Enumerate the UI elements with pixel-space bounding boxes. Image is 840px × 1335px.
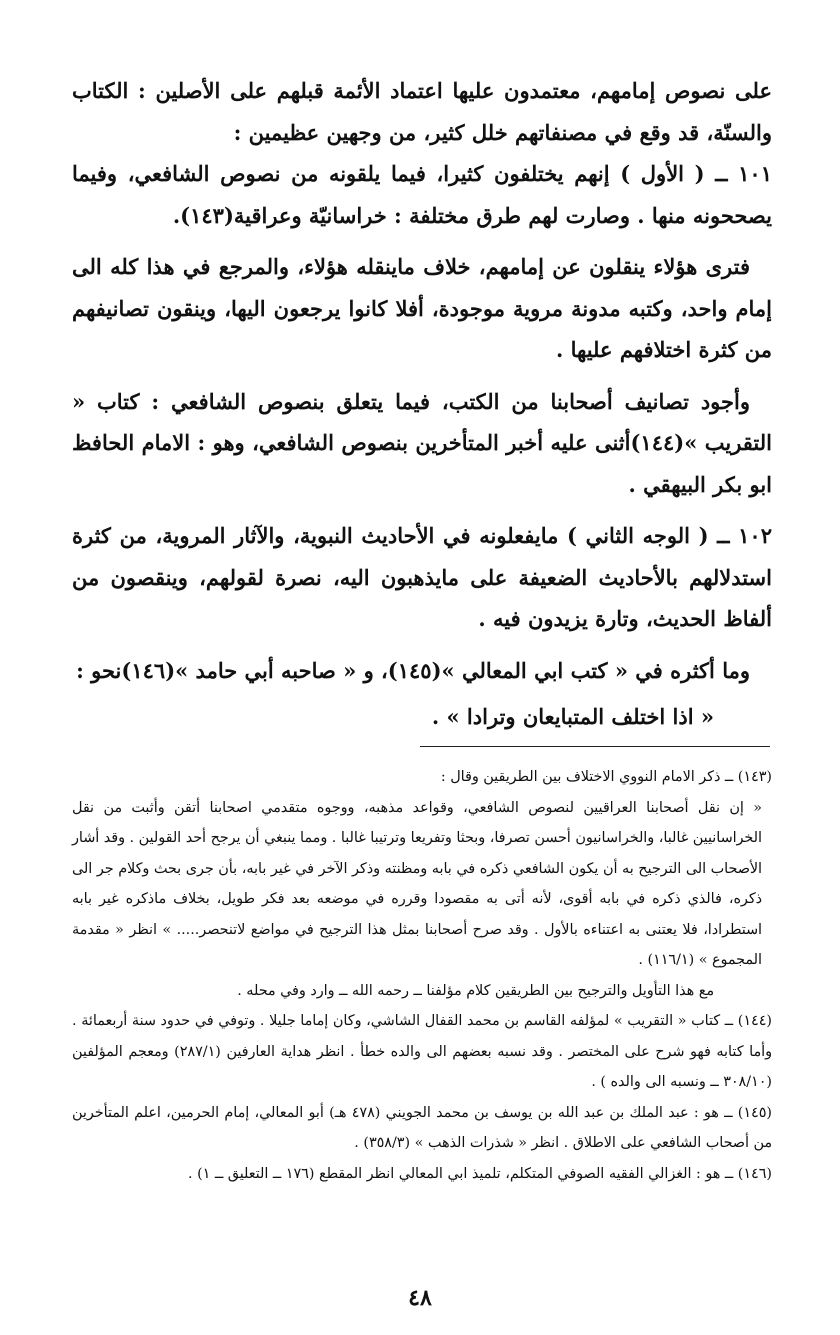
paragraph-taqrib: وأجود تصانيف أصحابنا من الكتب، فيما يتعلق بنصوص الشافعي : كتاب « التقريب »(١٤٤)أثنى عليه أخبر المتأخرين بنصوص الشافعي، وهو : الامام الحافظ ابو بكر البيهقي .	[72, 388, 772, 497]
paragraph-intro: على نصوص إمامهم، معتمدون عليها اعتماد الأئمة قبلهم على الأصلين : الكتاب والسنّة، قد وقع في مصنفاتهم خلل كثير، من وجهين عظيمين :	[72, 78, 772, 145]
footnote-146: (١٤٦) ــ هو : الغزالي الفقيه الصوفي المتكلم، تلميذ ابي المعالي انظر المقطع (١٧٦ ــ التعليق ــ ١) .	[187, 1165, 772, 1182]
main-text	[72, 70, 772, 737]
footnotes	[72, 762, 772, 1189]
paragraph-102: ١٠٢ ــ ( الوجه الثاني ) مايفعلونه في الأحاديث النبوية، والآثار المروية، من كثرة استدلالهم بالأحاديث الضعيفة على مايذهبون اليه، نصرة لقولهم، وينقصون من ألفاظ الحديث، وتارة يزيدون فيه .	[72, 523, 772, 631]
paragraph-101: ١٠١ ــ ( الأول ) إنهم يختلفون كثيرا، فيما يلقونه من نصوص الشافعي، وفيما يصححونه منها . وصارت لهم طرق مختلفة : خراسانيّة وعراقية(١٤٣).	[72, 161, 772, 228]
footnote-143-quote: « إن نقل أصحابنا العراقيين لنصوص الشافعي، وقواعد مذهبه، ووجوه متقدمي اصحابنا أتقن وأثبت من نقل الخراسانيين غالبا، والخراسانيون أحسن تصرفا، وبحثا وتفريعا وترتيبا غالبا . ومما ينبغي أن يرجح أحد القولين . وقد أشار الأصحاب الى الترجيح به أن يكون الشافعي ذكره في بابه ومظنته وذكر الآخر في غير بابه، بأن جرى بحث وكلام جر الى ذكره، فالذي ذكره في بابه أقوى، لأنه أتى به مقصودا وقرره في موضعه بعد فكر طويل، بخلاف ماذكره غير بابه استطرادا، فلا يعتنى به اعتناءه بالأول . وقد صرح أصحابنا بمثل هذا الترجيح في مواضع لاتنحصر..... » انظر « مقدمة المجموع » (١١٦/١) .	[72, 799, 762, 968]
footnote-143-comment: مع هذا التأويل والترجيح بين الطريقين كلام مؤلفنا ــ رحمه الله ــ وارد وفي محله .	[237, 982, 714, 999]
footnote-divider	[420, 746, 770, 747]
footnote-144: (١٤٤) ــ كتاب « التقريب » لمؤلفه القاسم بن محمد القفال الشاشي، وكان إماما جليلا . وتوفي في حدود سنة أربعمائة . وأما كتابه فهو شرح على المختصر . وقد نسبه بعضهم الى والده خطأ . انظر هداية العارفين (٢٨٧/١) ومعجم المؤلفين (٣٠٨/١٠ ــ ونسبه الى والده ) .	[72, 1013, 772, 1090]
paragraph-observation: فترى هؤلاء ينقلون عن إمامهم، خلاف ماينقله هؤلاء، والمرجع في هذا كله الى إمام واحد، وكتبه مدونة مروية موجودة، أفلا كانوا يرجعون اليها، وينقون تصانيفهم من كثرة اختلافهم عليها .	[72, 254, 772, 362]
footnote-143: (١٤٣) ــ ذكر الامام النووي الاختلاف بين الطريقين وقال :	[440, 769, 772, 785]
page-number: ٤٨	[408, 1285, 432, 1311]
footnote-145: (١٤٥) ــ هو : عبد الملك بن عبد الله بن يوسف بن محمد الجويني (٤٧٨ هـ) أبو المعالي، إمام الحرمين، اعلم المتأخرين من أصحاب الشافعي على الاطلاق . انظر « شذرات الذهب » (٣٥٨/٣) .	[72, 1104, 772, 1151]
paragraph-examples: وما أكثره في « كتب ابي المعالي »(١٤٥)، و « صاحبه أبي حامد »(١٤٦)نحو :	[76, 657, 750, 683]
hadith-quote: « اذا اختلف المتبايعان وترادا » .	[431, 704, 714, 729]
